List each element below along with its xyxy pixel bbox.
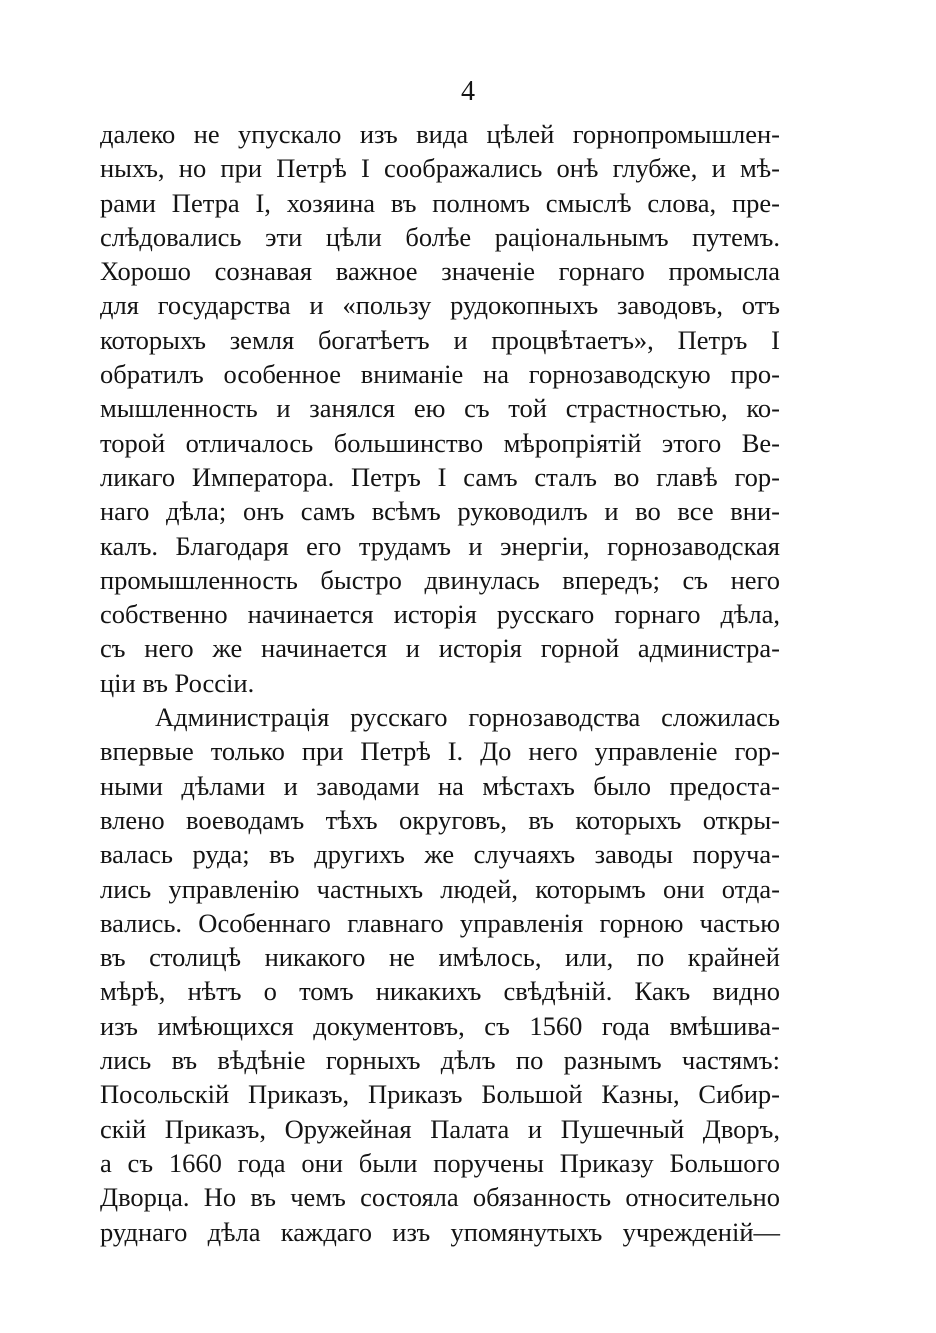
text-line: мышленность и занялся ею съ той страстностью, ко-	[100, 393, 780, 424]
text-line: лись въ вѣдѣніе горныхъ дѣлъ по разнымъ частямъ:	[100, 1045, 780, 1076]
text-line: ликаго Императора. Петръ I самъ сталъ во главѣ гор-	[100, 461, 780, 492]
text-line: впервые только при Петрѣ I. До него управленіе гор-	[100, 736, 780, 767]
text-line: ными дѣлами и заводами на мѣстахъ было предоста-	[100, 770, 780, 801]
text-line: изъ имѣющихся документовъ, съ 1560 года вмѣшива-	[100, 1010, 780, 1041]
text-line: слѣдовались эти цѣли болѣе раціональнымъ путемъ.	[100, 221, 780, 252]
text-line: Посольскій Приказъ, Приказъ Большой Казны, Сибир-	[100, 1079, 780, 1110]
text-line: Хорошо сознавая важное значеніе горнаго промысла	[100, 256, 780, 287]
text-line: торой отличалось большинство мѣропріятій этого Ве-	[100, 427, 780, 458]
text-line: въ столицѣ никакого не имѣлось, или, по крайней	[100, 942, 780, 973]
text-line: обратилъ особенное вниманіе на горнозаводскую про-	[100, 359, 780, 390]
text-line: лись управленію частныхъ людей, которымъ они отда-	[100, 873, 780, 904]
text-line: Администрація русскаго горнозаводства сложилась	[155, 702, 780, 733]
text-line: скій Приказъ, Оружейная Палата и Пушечный Дворъ,	[100, 1113, 780, 1144]
text-line: вались. Особеннаго главнаго управленія горною частью	[100, 907, 780, 938]
text-line: съ него же начинается и исторія горной администра-	[100, 633, 780, 664]
text-line: а съ 1660 года они были поручены Приказу Большого	[100, 1147, 780, 1178]
text-line: руднаго дѣла каждаго изъ упомянутыхъ учрежденій—	[100, 1216, 780, 1247]
text-line: для государства и «пользу рудокопныхъ заводовъ, отъ	[100, 290, 780, 321]
text-line: наго дѣла; онъ самъ всѣмъ руководилъ и во все вни-	[100, 496, 780, 527]
text-line: валась руда; въ другихъ же случаяхъ заводы поруча-	[100, 839, 780, 870]
page-number: 4	[461, 76, 475, 107]
text-line: Дворца. Но въ чемъ состояла обязанность относительно	[100, 1182, 780, 1213]
text-line: калъ. Благодаря его трудамъ и энергіи, горнозаводская	[100, 530, 780, 561]
text-line: далеко не упускало изъ вида цѣлей горнопромышлен-	[100, 119, 780, 149]
text-line: ныхъ, но при Петрѣ I соображались онѣ глубже, и мѣ-	[100, 153, 780, 184]
text-line: мѣрѣ, нѣтъ о томъ никакихъ свѣдѣній. Какъ видно	[100, 976, 780, 1007]
text-line: собственно начинается исторія русскаго горнаго дѣла,	[100, 599, 780, 630]
text-line: ціи въ Россіи.	[100, 667, 255, 698]
text-line: которыхъ земля богатѣетъ и процвѣтаетъ», Петръ I	[100, 324, 780, 355]
body-text	[100, 117, 780, 1249]
text-line: рами Петра I, хозяина въ полномъ смыслѣ слова, пре-	[100, 187, 780, 218]
text-line: влено воеводамъ тѣхъ округовъ, въ которыхъ откры-	[100, 804, 780, 835]
text-line: промышленность быстро двинулась впередъ; съ него	[100, 564, 780, 595]
